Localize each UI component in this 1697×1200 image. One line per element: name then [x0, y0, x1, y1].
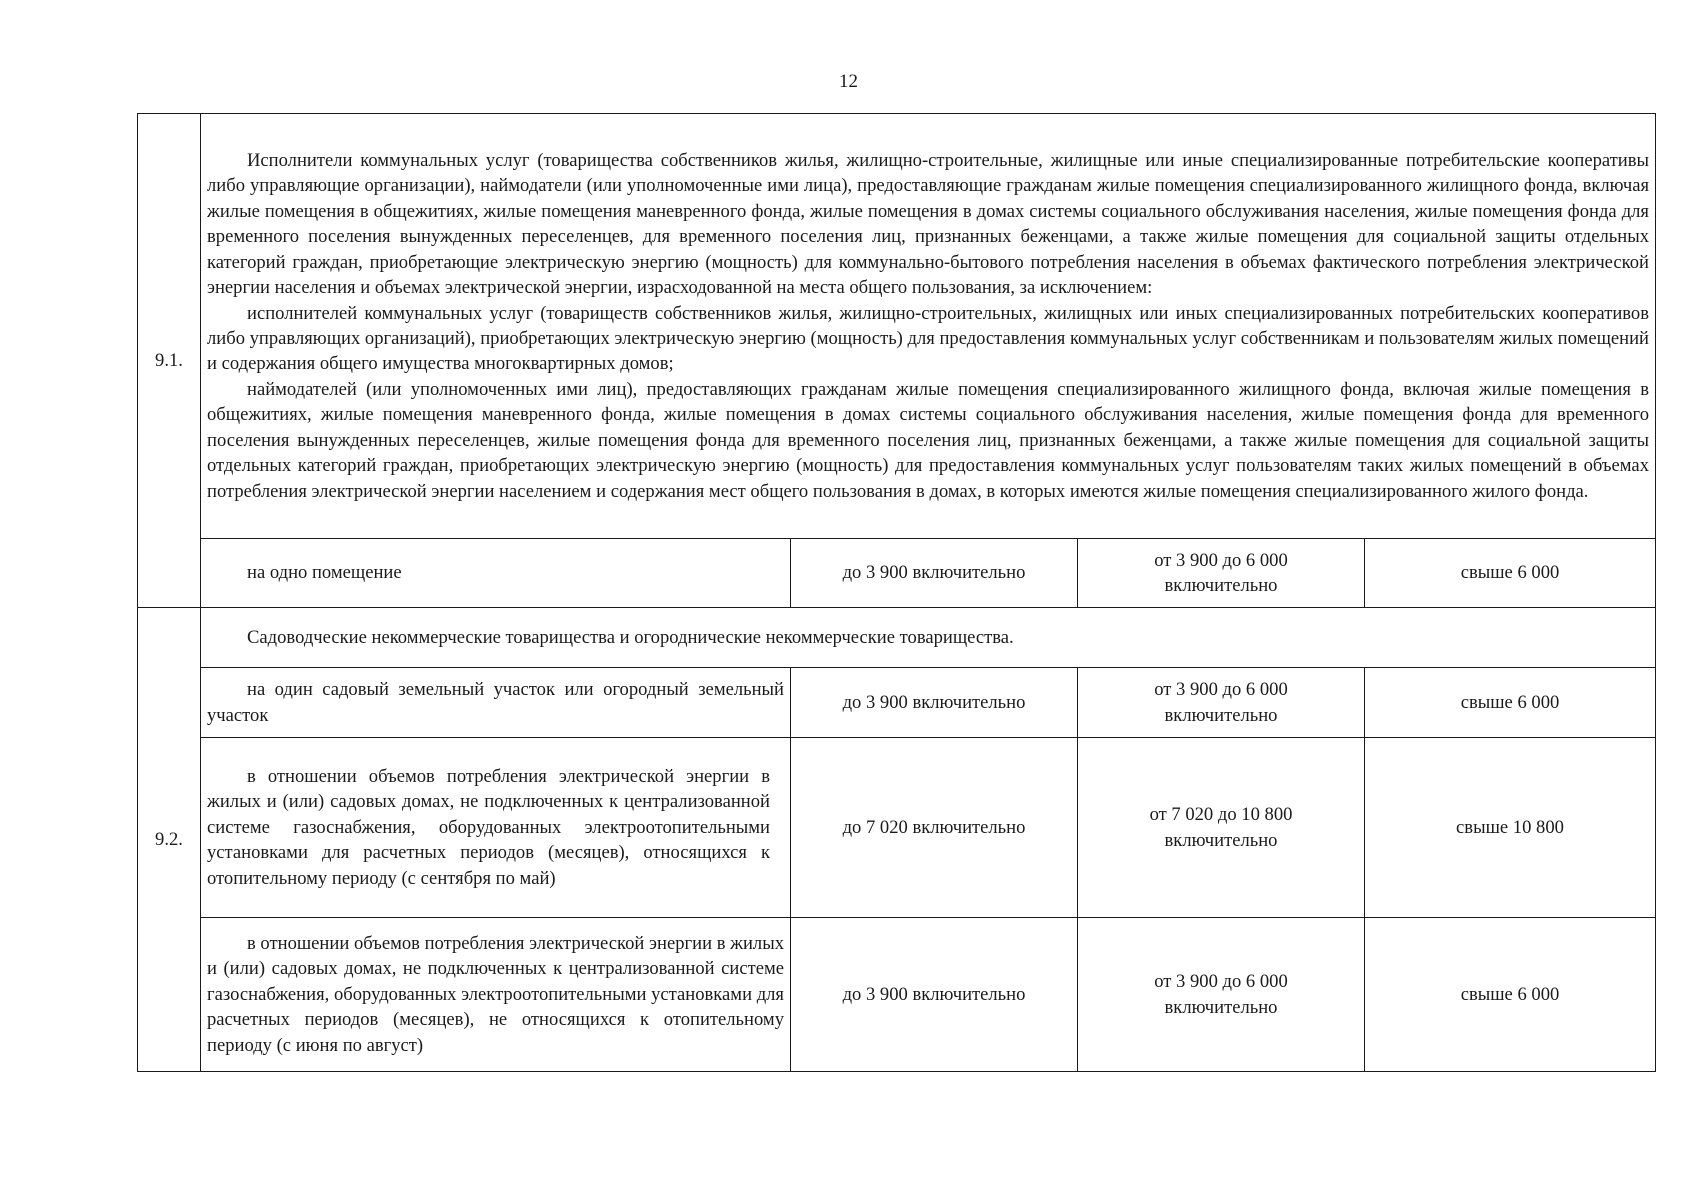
tariff-table [137, 113, 1656, 1072]
threshold-first: до 3 900 включительно [791, 668, 1078, 738]
category-label: в отношении объемов потребления электрической энергии в жилых и (или) садовых домах, не подключенных к централизованной системе газоснабжения, оборудованных электроотопительными установками для расчетных периодов (месяцев), не относящихся к отопительному периоду (с июня по август) [201, 918, 791, 1072]
section-title: Садоводческие некоммерческие товарищества и огороднические некоммерческие товарищества. [201, 608, 1656, 668]
category-label: на один садовый земельный участок или огородный земельный участок [201, 668, 791, 738]
table-row [138, 918, 1656, 1072]
threshold-second: от 3 900 до 6 000 включительно [1078, 539, 1365, 608]
threshold-third: свыше 6 000 [1365, 918, 1656, 1072]
section-number: 9.2. [138, 608, 201, 1072]
description-paragraph: наймодателей (или уполномоченных ими лиц), предоставляющих гражданам жилые помещения специализированного жилищного фонда, включая жилые помещения в общежитиях, жилые помещения маневренного фонда, жилые помещения в домах системы социального обслуживания населения, жилые помещения фонда для временного поселения вынужденных переселенцев, жилые помещения фонда для временного поселения лиц, признанных беженцами, а также жилые помещения для социальной защиты отдельных категорий граждан, приобретающих электрическую энергию (мощность) для предоставления коммунальных услуг пользователям таких жилых помещений в объемах потребления электрической энергии населением и содержания мест общего пользования в домах, в которых имеются жилые помещения специализированного жилого фонда. [207, 378, 1649, 502]
threshold-first: до 3 900 включительно [791, 918, 1078, 1072]
section-9-1-description-row [138, 114, 1656, 539]
threshold-second: от 7 020 до 10 800 включительно [1078, 738, 1365, 918]
threshold-first: до 3 900 включительно [791, 539, 1078, 608]
threshold-third: свыше 6 000 [1365, 668, 1656, 738]
category-label: на одно помещение [201, 539, 791, 608]
threshold-third: свыше 6 000 [1365, 539, 1656, 608]
section-description [201, 114, 1656, 539]
table-row [138, 539, 1656, 608]
threshold-first: до 7 020 включительно [791, 738, 1078, 918]
description-paragraph: исполнителей коммунальных услуг (товариществ собственников жилья, жилищно-строительных, жилищных или иных специализированных потребительских кооперативов либо управляющих организаций), приобретающих электрическую энергию (мощность) для предоставления коммунальных услуг собственникам и пользователям жилых помещений и содержания общего имущества многоквартирных домов; [207, 302, 1649, 375]
table-row [138, 738, 1656, 918]
threshold-second: от 3 900 до 6 000 включительно [1078, 668, 1365, 738]
section-9-2-title-row [138, 608, 1656, 668]
threshold-third: свыше 10 800 [1365, 738, 1656, 918]
description-paragraph: Исполнители коммунальных услуг (товарищества собственников жилья, жилищно-строительные, жилищные или иные специализированные потребительские кооперативы либо управляющие организации), наймодатели (или уполномоченные ими лица), предоставляющие гражданам жилые помещения специализированного жилищного фонда, включая жилые помещения в общежитиях, жилые помещения маневренного фонда, жилые помещения в домах системы социального обслуживания населения, жилые помещения фонда для временного поселения вынужденных переселенцев, для временного поселения лиц, признанных беженцами, а также жилые помещения для социальной защиты отдельных категорий граждан, приобретающие электрическую энергию (мощность) для коммунально-бытового потребления населения в объемах фактического потребления электрической энергии населения и объемах электрической энергии, израсходованной на места общего пользования, за исключением: [207, 149, 1649, 299]
section-number: 9.1. [138, 114, 201, 608]
page-number: 12 [839, 71, 858, 92]
table-row [138, 668, 1656, 738]
threshold-second: от 3 900 до 6 000 включительно [1078, 918, 1365, 1072]
category-label: в отношении объемов потребления электрической энергии в жилых и (или) садовых домах, не подключенных к централизованной системе газоснабжения, оборудованных электроотопительными установками для расчетных периодов (месяцев), относящихся к отопительному периоду (с сентября по май) [201, 738, 791, 918]
